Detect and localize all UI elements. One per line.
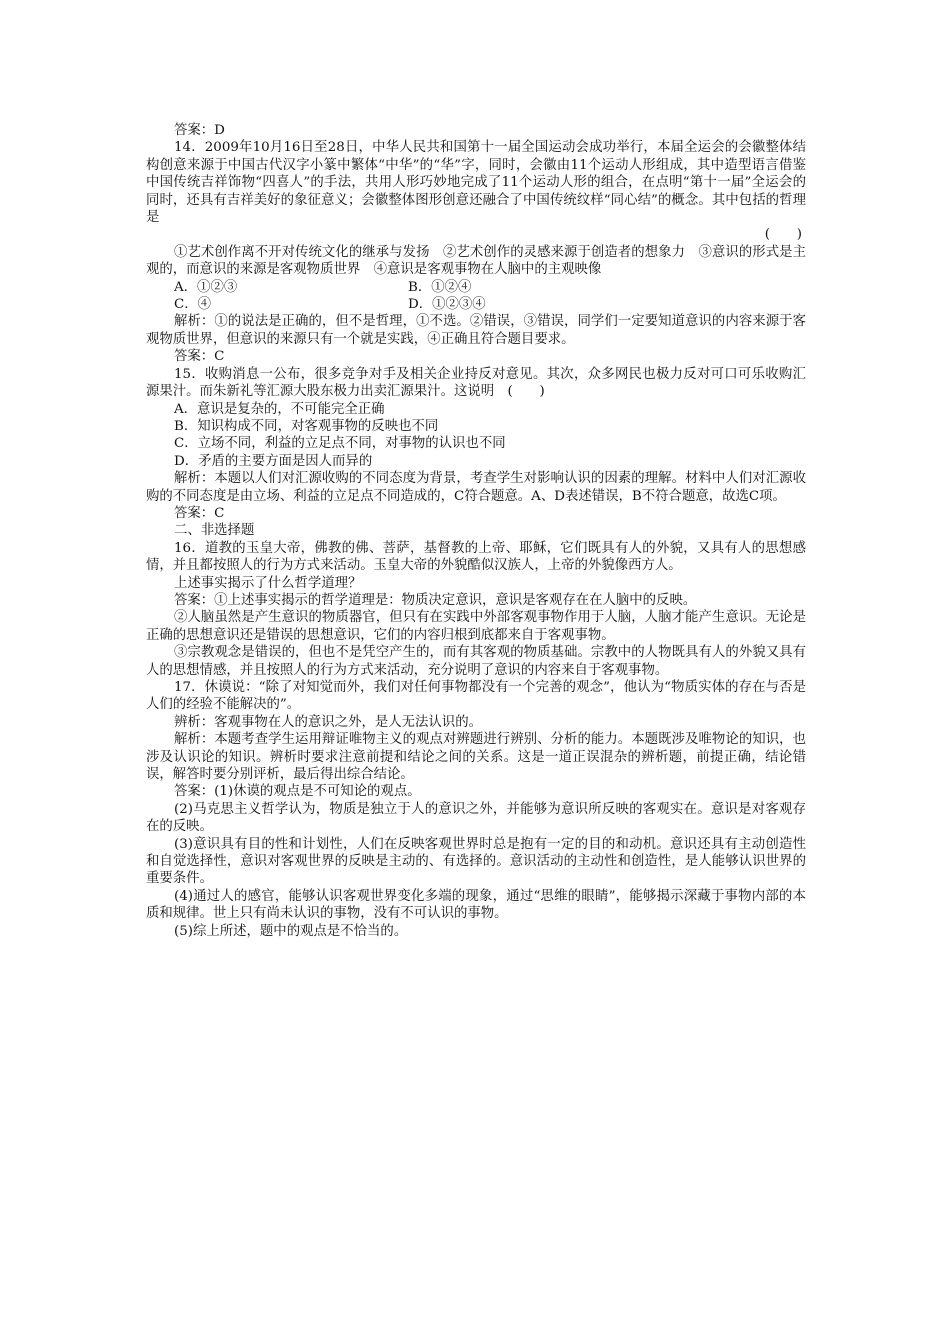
- document-page: [146, 122, 806, 940]
- q17-answer-4: (4)通过人的感官，能够认识客观世界变化多端的现象，通过“思维的眼睛”，能够揭示深藏于事物内部的本质和规律。世上只有尚未认识的事物，没有不可认识的事物。: [146, 888, 806, 922]
- q14-answer-parentheses: ( ): [764, 227, 802, 243]
- q17-analysis: 解析：本题考查学生运用辩证唯物主义的观点对辨题进行辨别、分析的能力。本题既涉及唯物论的知识，也涉及认识论的知识。辨析时要求注意前提和结论之间的关系。这是一道正误混杂的辨析题，前提正确，结论错误，解答时要分别评析，最后得出综合结论。: [146, 732, 806, 783]
- q14-statements: ①艺术创作离不开对传统文化的继承与发扬 ②艺术创作的灵感来源于创造者的想象力 ③意识的形式是主观的，而意识的来源是客观物质世界 ④意识是客观事物在人脑中的主观映像: [146, 244, 806, 278]
- q17-answer-5: (5)综上所述，题中的观点是不恰当的。: [174, 923, 408, 939]
- q14-stem: 14．2009年10月16日至28日，中华人民共和国第十一届全国运动会成功举行，本届全运会的会徽整体结构创意来源于中国古代汉字小篆中繁体“中华”的“华”字，同时，会徽由11个运动人形组成，其中造型语言借鉴中国传统吉祥饰物“四喜人”的手法，共用人形巧妙地完成了11个运动人形的组合，在点明“第十一届”全运会的同时，还具有吉祥美好的象征意义；会徽整体图形创意还融合了中国传统纹样“同心结”的概念。其中包括的哲理是: [146, 140, 806, 226]
- section-heading-non-choice: 二、非选择题: [174, 523, 255, 539]
- q15-option-d: D．矛盾的主要方面是因人而异的: [174, 453, 373, 469]
- q16-answer-3: ③宗教观念是错误的，但也不是凭空产生的，而有其客观的物质基础。宗教中的人物既具有人的外貌又具有人的思想情感，并且按照人的行为方式来活动，充分说明了意识的内容来自于客观事物。: [146, 645, 806, 678]
- q17-answer-3: (3)意识具有目的性和计划性，人们在反映客观世界时总是抱有一定的目的和动机。意识还具有主动创造性和自觉选择性，意识对客观世界的反映是主动的、有选择的。意识活动的主动性和创造性，是人能够认识世界的重要条件。: [146, 836, 806, 887]
- q16-answer-2: ②人脑虽然是产生意识的物质器官，但只有在实践中外部客观事物作用于人脑，人脑才能产生意识。无论是正确的思想意识还是错误的思想意识，它们的内容归根到底都来自于客观事物。: [146, 610, 806, 643]
- q14-answer: 答案：C: [174, 349, 225, 365]
- q15-option-a: A．意识是复杂的，不可能完全正确: [174, 401, 385, 417]
- q15-answer: 答案：C: [174, 505, 225, 521]
- q14-option-a: A．①②③: [174, 279, 238, 295]
- q17-answer-1: 答案：(1)休谟的观点是不可知论的观点。: [174, 784, 421, 800]
- q16-question: 上述事实揭示了什么哲学道理？: [174, 575, 362, 591]
- q17-claim: 辨析：客观事物在人的意识之外，是人无法认识的。: [174, 714, 482, 730]
- q15-option-c: C．立场不同，利益的立足点不同，对事物的认识也不同: [174, 436, 506, 452]
- q13-answer: 答案：D: [174, 123, 225, 138]
- q14-options-row-1: [146, 279, 806, 296]
- q16-stem: 16．道教的玉皇大帝，佛教的佛、菩萨，基督教的上帝、耶稣，它们既具有人的外貌，又具有人的思想感情，并且都按照人的行为方式来活动。玉皇大帝的外貌酷似汉族人，上帝的外貌像西方人。: [146, 540, 806, 574]
- q14-analysis: 解析：①的说法是正确的，但不是哲理，①不选。②错误，③错误，同学们一定要知道意识的内容来源于客观物质世界，但意识的来源只有一个就是实践，④正确且符合题目要求。: [146, 314, 806, 347]
- q16-answer-1: 答案：①上述事实揭示的哲学道理是：物质决定意识，意识是客观存在在人脑中的反映。: [174, 592, 697, 608]
- q15-analysis: 解析：本题以人们对汇源收购的不同态度为背景，考查学生对影响认识的因素的理解。材料中人们对汇源收购的不同态度是由立场、利益的立足点不同造成的，C符合题意。A、D表述错误，B不符合题意，故选C项。: [146, 471, 806, 504]
- q17-answer-2: (2)马克思主义哲学认为，物质是独立于人的意识之外，并能够为意识所反映的客观实在。意识是对客观存在的反映。: [146, 801, 806, 835]
- q14-option-c: C．④: [174, 297, 212, 313]
- q14-option-b: B．①②④: [408, 279, 472, 295]
- q14-options-row-2: [146, 296, 806, 313]
- q17-stem: 17．休谟说：“除了对知觉而外，我们对任何事物都没有一个完善的观念”，他认为“物质实体的存在与否是人们的经验不能解决的”。: [146, 680, 806, 713]
- q14-option-d: D．①②③④: [408, 297, 486, 313]
- q15-option-b: B．知识构成不同，对客观事物的反映也不同: [174, 418, 439, 434]
- q15-stem: 15．收购消息一公布，很多竞争对手及相关企业持反对意见。其次，众多网民也极力反对可口可乐收购汇源果汁。而朱新礼等汇源大股东极力出卖汇源果汁。这说明 ( ): [146, 366, 806, 400]
